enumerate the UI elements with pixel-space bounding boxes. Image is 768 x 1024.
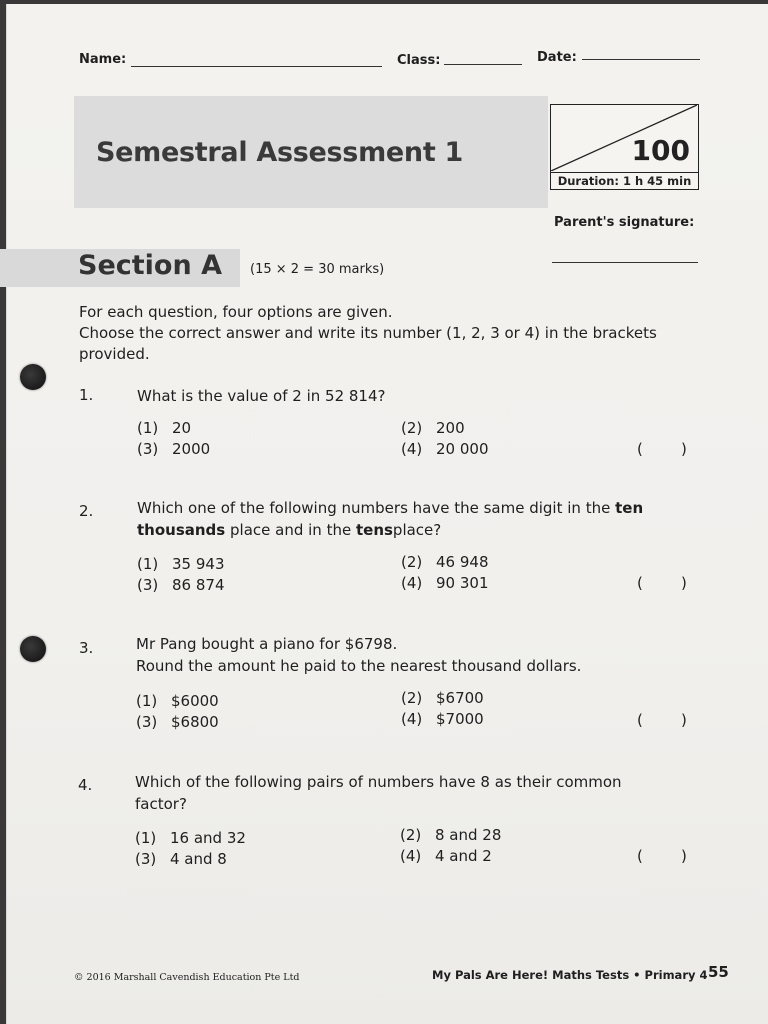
- question-text: [137, 498, 647, 541]
- binder-hole-bottom: [20, 636, 46, 662]
- option-1[interactable]: (1) 16 and 32: [135, 829, 246, 847]
- class-field[interactable]: [444, 64, 522, 65]
- date-field[interactable]: [582, 59, 700, 60]
- score-total: 100: [631, 134, 690, 167]
- answer-bracket[interactable]: ( ): [637, 847, 687, 865]
- question-number: 3.: [79, 639, 94, 657]
- answer-bracket[interactable]: ( ): [637, 711, 687, 729]
- instructions: [79, 302, 699, 365]
- book-title: My Pals Are Here! Maths Tests • Primary 4: [432, 968, 708, 982]
- question-text-part: What is the value of 2 in 52 814?: [137, 387, 386, 405]
- parent-signature-label: Parent's signature:: [554, 215, 695, 230]
- option-1[interactable]: (1) $6000: [136, 692, 219, 710]
- answer-bracket[interactable]: ( ): [637, 574, 687, 592]
- score-box[interactable]: [550, 104, 699, 190]
- question-text-part: Which of the following pairs of numbers have 8 as their common: [135, 773, 622, 791]
- option-2[interactable]: (2) 200: [401, 419, 465, 437]
- option-1[interactable]: (1) 20: [137, 419, 192, 437]
- class-label: Class:: [397, 53, 441, 68]
- option-3[interactable]: (3) 86 874: [137, 576, 225, 594]
- option-2[interactable]: (2) $6700: [401, 689, 484, 707]
- question-text-part: factor?: [135, 794, 187, 813]
- option-3[interactable]: (3) 2000: [137, 440, 211, 458]
- section-title: Section A: [78, 250, 222, 281]
- instruction-line: Choose the correct answer and write its number (1, 2, 3 or 4) in the brackets provided.: [79, 324, 657, 363]
- option-4[interactable]: (4) 4 and 2: [400, 847, 492, 865]
- question-text: [135, 772, 675, 815]
- instruction-line: For each question, four options are given.: [79, 303, 393, 321]
- question-text-emphasis: ten thousands: [137, 499, 644, 539]
- date-label: Date:: [537, 50, 577, 65]
- section-marks: (15 × 2 = 30 marks): [250, 262, 385, 277]
- page-title: Semestral Assessment 1: [96, 137, 464, 168]
- option-3[interactable]: (3) $6800: [136, 713, 219, 731]
- question-text: [137, 386, 677, 408]
- question-number: 1.: [79, 386, 94, 404]
- binder-hole-top: [20, 364, 46, 390]
- question-text-part: Which one of the following numbers have the same digit in the: [137, 499, 611, 517]
- option-4[interactable]: (4) 20 000: [401, 440, 489, 458]
- question-text-emphasis: tens: [355, 520, 393, 539]
- name-field[interactable]: [131, 66, 382, 67]
- duration-label: Duration: 1 h 45 min: [551, 172, 698, 189]
- parent-signature-field[interactable]: [552, 262, 698, 263]
- page-number: 55: [708, 963, 729, 981]
- question-text-part: place and in the: [230, 520, 352, 539]
- option-1[interactable]: (1) 35 943: [137, 555, 225, 573]
- question-text: [136, 634, 676, 677]
- option-4[interactable]: (4) 90 301: [401, 574, 489, 592]
- question-number: 4.: [78, 776, 93, 794]
- option-3[interactable]: (3) 4 and 8: [135, 850, 227, 868]
- question-text-part: Round the amount he paid to the nearest thousand dollars.: [136, 656, 582, 675]
- copyright: © 2016 Marshall Cavendish Education Pte Ltd: [74, 972, 300, 983]
- option-4[interactable]: (4) $7000: [401, 710, 484, 728]
- option-2[interactable]: (2) 46 948: [401, 553, 489, 571]
- name-label: Name:: [79, 52, 127, 67]
- question-text-part: Mr Pang bought a piano for $6798.: [136, 635, 398, 653]
- option-2[interactable]: (2) 8 and 28: [400, 826, 502, 844]
- answer-bracket[interactable]: ( ): [637, 440, 687, 458]
- question-number: 2.: [79, 502, 94, 520]
- question-text-part: place?: [392, 520, 442, 539]
